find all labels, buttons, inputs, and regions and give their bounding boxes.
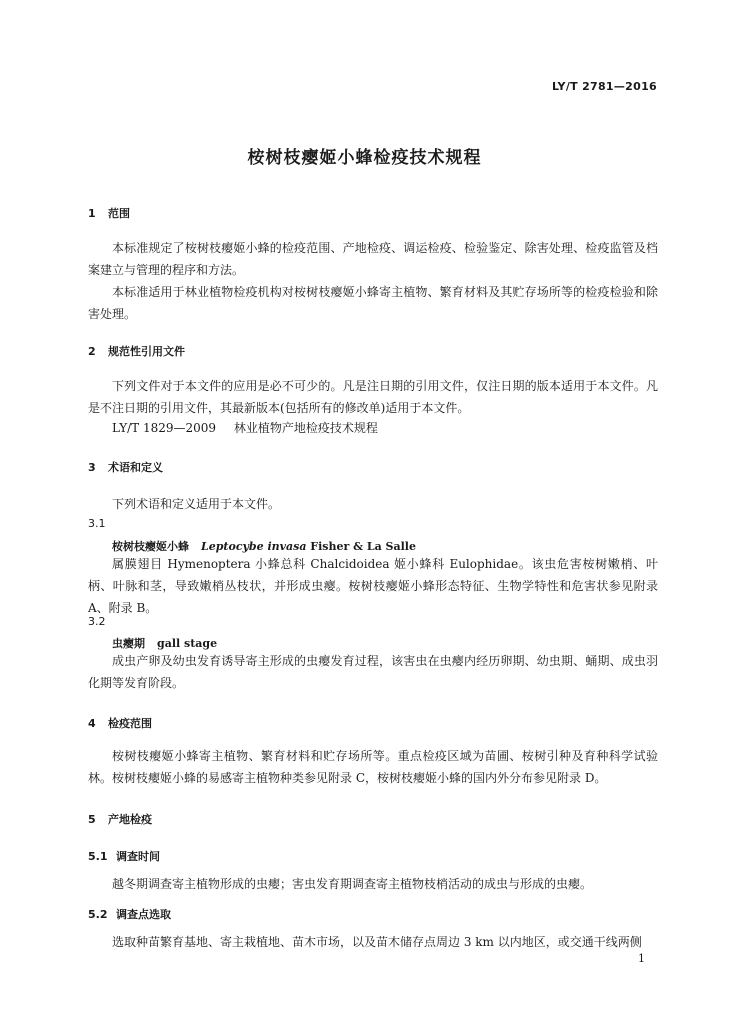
page-number: 1 — [638, 952, 645, 965]
term-3-1-definition: 属膜翅目 Hymenoptera 小蜂总科 Chalcidoidea 姬小蜂科 Eulophidae。该虫危害桉树嫩梢、叶柄、叶脉和茎，导致嫩梢丛枝状，并形成虫瘿。桉树枝瘿姬小蜂形态特征、生物学特性和危害状参见附录 A、附录 B。 — [88, 557, 658, 615]
section-2-heading — [88, 343, 185, 359]
section-3-heading — [88, 459, 163, 475]
section-4-heading — [88, 715, 152, 731]
subsection-5-2-paragraph: 选取种苗繁育基地、寄主栽植地、苗木市场，以及苗木储存点周边 3 km 以内地区，或交通干线两侧 — [112, 935, 642, 949]
normative-reference — [112, 419, 378, 436]
section-number: 1 — [88, 207, 96, 220]
section-title: 检疫范围 — [108, 717, 152, 730]
term-chinese-name: 桉树枝瘿姬小蜂 — [112, 540, 189, 553]
section-1-heading — [88, 205, 130, 221]
term-3-2-number: 3.2 — [88, 615, 106, 628]
section-title: 规范性引用文件 — [108, 345, 185, 358]
subsection-title: 调查时间 — [116, 850, 160, 863]
section-2-paragraph-1: 下列文件对于本文件的应用是必不可少的。凡是注日期的引用文件，仅注日期的版本适用于本文件。凡是不注日期的引用文件，其最新版本(包括所有的修改单)适用于本文件。 — [88, 379, 658, 415]
term-english-name: gall stage — [157, 637, 218, 650]
section-3-intro: 下列术语和定义适用于本文件。 — [112, 497, 281, 511]
term-3-1-heading — [112, 538, 416, 554]
section-1-paragraph-1: 本标准规定了桉树枝瘿姬小蜂的检疫范围、产地检疫、调运检疫、检验鉴定、除害处理、检疫监管及档案建立与管理的程序和方法。 — [88, 241, 658, 277]
section-4-paragraph-1: 桉树枝瘿姬小蜂寄主植物、繁育材料和贮存场所等。重点检疫区域为苗圃、桉树引种及育种科学试验林。桉树枝瘿姬小蜂的易感寄主植物种类参见附录 C，桉树枝瘿姬小蜂的国内外分布参见附录 D。 — [88, 749, 658, 785]
section-number: 4 — [88, 717, 96, 730]
term-author: Fisher & La Salle — [306, 540, 416, 553]
section-number: 3 — [88, 461, 96, 474]
section-title: 术语和定义 — [108, 461, 163, 474]
section-number: 2 — [88, 345, 96, 358]
reference-code: LY/T 1829—2009 — [112, 421, 217, 435]
document-title: 桉树枝瘿姬小蜂检疫技术规程 — [247, 148, 482, 168]
reference-title: 林业植物产地检疫技术规程 — [233, 421, 378, 435]
subsection-number: 5.1 — [88, 850, 108, 863]
section-5-heading — [88, 811, 152, 827]
term-3-2-heading — [112, 635, 217, 651]
term-chinese-name: 虫瘿期 — [112, 637, 145, 650]
term-3-1-number: 3.1 — [88, 517, 106, 530]
term-3-2-definition: 成虫产卵及幼虫发育诱导寄主形成的虫瘿发育过程，该害虫在虫瘿内经历卵期、幼虫期、蛹期、成虫羽化期等发育阶段。 — [88, 654, 658, 690]
term-latin-name: Leptocybe invasa — [201, 540, 307, 553]
subsection-5-2-heading — [88, 906, 171, 922]
standard-code: LY/T 2781—2016 — [551, 80, 657, 93]
subsection-title: 调查点选取 — [116, 908, 171, 921]
subsection-number: 5.2 — [88, 908, 108, 921]
section-number: 5 — [88, 813, 96, 826]
subsection-5-1-heading — [88, 848, 160, 864]
section-1-paragraph-2: 本标准适用于林业植物检疫机构对桉树枝瘿姬小蜂寄主植物、繁育材料及其贮存场所等的检疫检验和除害处理。 — [88, 285, 658, 321]
section-title: 产地检疫 — [108, 813, 152, 826]
section-title: 范围 — [108, 207, 130, 220]
subsection-5-1-paragraph: 越冬期调查寄主植物形成的虫瘿；害虫发育期调查寄主植物枝梢活动的成虫与形成的虫瘿。 — [112, 877, 593, 891]
